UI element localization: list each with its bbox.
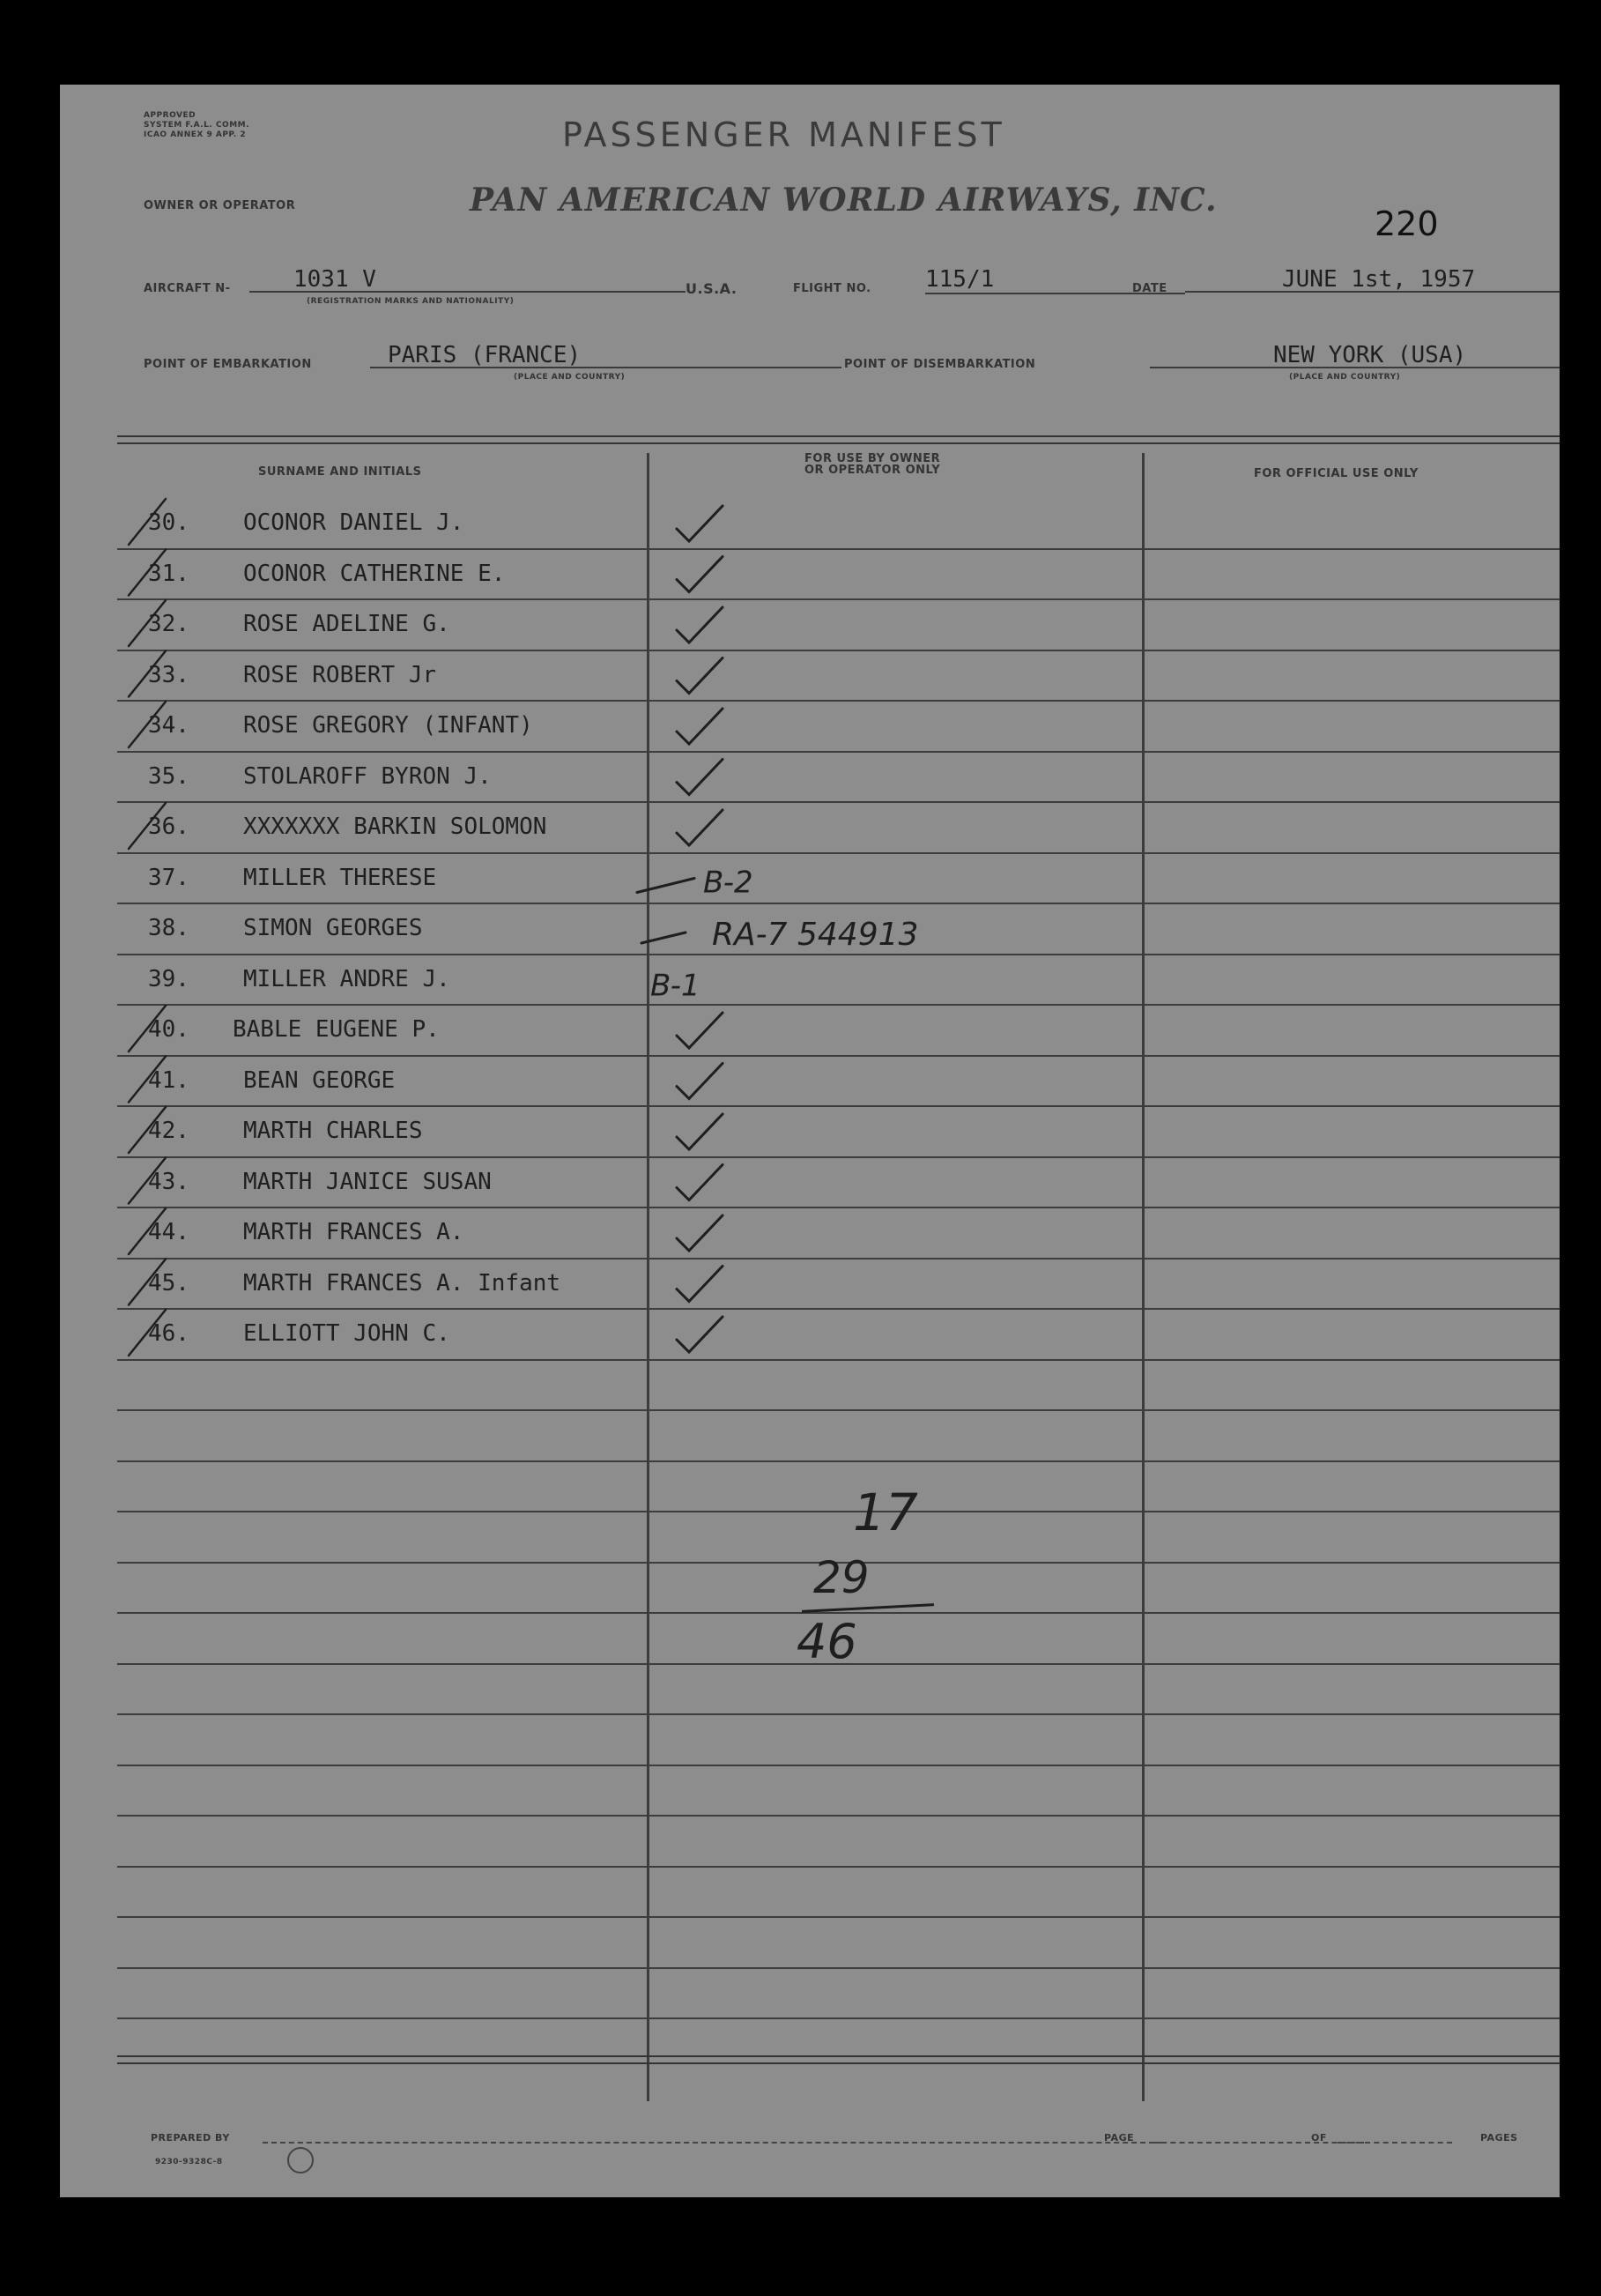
date-value: JUNE 1st, 1957	[1185, 266, 1560, 293]
passenger-number: 32.	[148, 611, 189, 637]
disembark-value: NEW YORK (USA)	[1150, 342, 1560, 368]
flight-value: 115/1	[925, 266, 1185, 294]
passenger-name: MARTH FRANCES A. Infant	[243, 1269, 561, 1297]
check-mark	[677, 557, 723, 592]
passenger-name: XXXXXXX BARKIN SOLOMON	[243, 814, 547, 840]
check-mark	[677, 506, 723, 541]
passenger-number: 46.	[148, 1320, 189, 1347]
check-mark	[677, 1165, 723, 1200]
col-official-header: FOR OFFICIAL USE ONLY	[1254, 467, 1419, 480]
passenger-name: MILLER THERESE	[243, 864, 437, 891]
check-mark	[677, 658, 723, 694]
visa-class-mark: B-1	[650, 968, 700, 1004]
passenger-name: BABLE EUGENE P.	[233, 1016, 440, 1043]
number-strike-mark	[129, 1107, 166, 1153]
visa-class-mark: B-2	[703, 865, 753, 901]
registration-caption: (REGISTRATION MARKS AND NATIONALITY)	[307, 297, 515, 306]
number-strike-mark	[129, 803, 166, 849]
passenger-number: 35.	[148, 762, 189, 790]
col-owner-header-line: FOR USE BY OWNER	[804, 452, 941, 465]
passenger-name: MARTH JANICE SUSAN	[243, 1168, 492, 1195]
page-number: 220	[1375, 204, 1439, 243]
passenger-number: 45.	[148, 1269, 189, 1297]
check-mark	[677, 1267, 723, 1302]
approval-line: SYSTEM F.A.L. COMM.	[144, 121, 250, 130]
passenger-number: 31.	[148, 560, 189, 587]
usa-label: U.S.A.	[686, 280, 737, 297]
number-strike-mark	[129, 550, 166, 596]
owner-label: OWNER OR OPERATOR	[144, 199, 296, 212]
passenger-number: 41.	[148, 1066, 189, 1094]
approval-line: APPROVED	[144, 111, 196, 120]
disembark-caption: (PLACE AND COUNTRY)	[1289, 373, 1401, 382]
number-strike-mark	[129, 499, 166, 545]
date-label: DATE	[1132, 282, 1167, 295]
passenger-name: BEAN GEORGE	[243, 1066, 396, 1094]
check-mark	[677, 760, 723, 795]
check-mark	[677, 607, 723, 643]
number-strike-mark	[129, 1006, 166, 1051]
number-strike-mark	[129, 1208, 166, 1254]
col-surname-header: SURNAME AND INITIALS	[258, 465, 422, 479]
passenger-name: STOLAROFF BYRON J.	[243, 762, 492, 790]
number-strike-mark	[129, 1057, 166, 1103]
check-mark	[677, 709, 723, 744]
approval-line: ICAO ANNEX 9 APP. 2	[144, 130, 247, 139]
passenger-name: ROSE ADELINE G.	[243, 611, 450, 637]
passenger-name: MARTH FRANCES A.	[243, 1219, 464, 1245]
form-code: 9230-9328C-8	[155, 2158, 223, 2166]
tally-total: 46	[797, 1614, 857, 1669]
check-mark	[677, 1114, 723, 1149]
col-owner-header-line: OR OPERATOR ONLY	[804, 464, 941, 477]
aircraft-label: AIRCRAFT N-	[144, 282, 231, 295]
passenger-name: OCONOR DANIEL J.	[243, 509, 464, 536]
passenger-name: ELLIOTT JOHN C.	[243, 1320, 450, 1347]
check-mark	[641, 933, 686, 943]
passenger-number: 40.	[148, 1016, 189, 1043]
number-strike-mark	[129, 1259, 166, 1305]
passenger-name: OCONOR CATHERINE E.	[243, 560, 506, 587]
passenger-name: SIMON GEORGES	[243, 915, 423, 941]
number-strike-mark	[129, 600, 166, 646]
passenger-number: 44.	[148, 1219, 189, 1245]
passenger-number: 39.	[148, 965, 189, 992]
tally-count-2: 29	[813, 1552, 870, 1603]
passenger-name: ROSE ROBERT Jr	[243, 661, 437, 688]
passenger-number: 36.	[148, 814, 189, 840]
check-mark	[677, 1317, 723, 1352]
passenger-number: 30.	[148, 509, 189, 536]
prepared-label: PREPARED BY	[151, 2132, 230, 2144]
check-mark	[677, 1215, 723, 1251]
handwritten-marks	[60, 85, 1560, 2197]
passenger-number: 42.	[148, 1118, 189, 1144]
tally-count-1: 17	[853, 1482, 918, 1542]
operator-name: PAN AMERICAN WORLD AIRWAYS, INC.	[470, 182, 1218, 219]
page-label: PAGE	[1104, 2132, 1135, 2144]
passenger-name: MILLER ANDRE J.	[243, 965, 450, 992]
number-strike-mark	[129, 1310, 166, 1356]
manifest-sheet	[60, 85, 1560, 2197]
check-mark	[677, 1013, 723, 1048]
number-strike-mark	[129, 702, 166, 747]
flight-label: FLIGHT NO.	[793, 282, 871, 295]
passenger-name: MARTH CHARLES	[243, 1118, 423, 1144]
passenger-number: 33.	[148, 661, 189, 688]
form-title: PASSENGER MANIFEST	[562, 115, 1005, 154]
aircraft-value: 1031 V	[249, 266, 686, 293]
number-strike-mark	[129, 1158, 166, 1204]
check-mark	[677, 1064, 723, 1099]
passenger-number: 37.	[148, 864, 189, 891]
check-mark	[677, 810, 723, 845]
pages-label: PAGES	[1480, 2132, 1518, 2144]
disembark-label: POINT OF DISEMBARKATION	[844, 358, 1036, 371]
embark-caption: (PLACE AND COUNTRY)	[514, 373, 626, 382]
of-label: OF	[1311, 2132, 1327, 2144]
check-mark	[637, 879, 694, 893]
embark-label: POINT OF EMBARKATION	[144, 358, 312, 371]
passenger-number: 43.	[148, 1168, 189, 1195]
passenger-number: 34.	[148, 712, 189, 739]
passenger-name: ROSE GREGORY (INFANT)	[243, 712, 533, 739]
embark-value: PARIS (FRANCE)	[370, 342, 841, 368]
alien-registration-mark: RA-7 544913	[712, 917, 919, 953]
number-strike-mark	[129, 651, 166, 697]
passenger-number: 38.	[148, 915, 189, 941]
